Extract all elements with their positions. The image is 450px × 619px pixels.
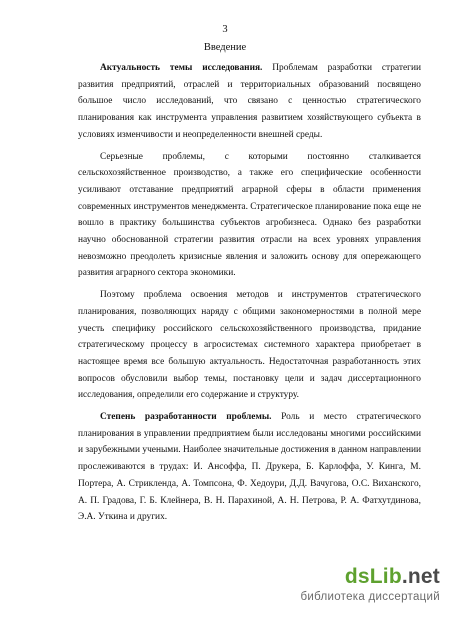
dslib-logo-part2: .net — [401, 565, 440, 588]
paragraph-text: Роль и место стратегического планирования в управлении предприятием были исследованы многими российскими и зарубежными учеными. Наиболее значительные достижения в данном направлении прослеживаются в трудах: И. Ансоффа, П. Друкера, Б. Карлоффа, У. Кинга, М. Портера, А. Стрикленда, А. Томпсона, Ф. Хедоури, Д.Д. Вачугова, О.С. Виханского, А. П. Градова, Г. Б. Клейнера, В. Н. Парахиной, А. Н. Петрова, Р. А. Фатхутдинова, Э.А. Уткина и других. — [78, 412, 421, 523]
paragraph-methods — [78, 287, 421, 404]
dslib-logo-part1: dsLib — [344, 565, 402, 588]
page-number: 3 — [222, 24, 228, 35]
paragraph-problems — [78, 149, 421, 283]
paragraph-text: Поэтому проблема освоения методов и инструментов стратегического планирования, позволяющих наряду с общими закономерностями в полной мере учесть специфику российского сельскохозяйственного производства, придание стратегическому процессу в агросистемах системного характера приобретает в настоящее время все большую актуальность. Недостаточная разработанность этих вопросов обусловили выбор темы, постановку цели и задач диссертационного исследования, определили его содержание и структуру. — [78, 290, 421, 401]
paragraph-bold-lead: Степень разработанности проблемы. — [100, 412, 272, 423]
body-text — [78, 60, 421, 531]
dslib-watermark — [290, 565, 440, 613]
paragraph-relevance — [78, 60, 421, 144]
paragraph-text: Проблемам разработки стратегии развития предприятий, отраслей и территориальных образований посвящено большое число исследований, что связано с ценностью стратегического планирования как инструмента управления развитием хозяйствующего субъекта в условиях изменчивости и неопределенности внешней среды. — [78, 63, 421, 140]
paragraph-bold-lead: Актуальность темы исследования. — [100, 63, 263, 73]
paragraph-development-degree — [78, 409, 421, 526]
dslib-tagline: библиотека диссертаций — [300, 591, 440, 603]
paragraph-text: Серьезные проблемы, с которыми постоянно сталкивается сельскохозяйственное производство, а также его специфические особенности усиливают отставание предприятий аграрной сферы в области применения современных инструментов менеджмента. Стратегическое планирование пока еще не вошло в практику большинства субъектов агробизнеса. Однако без разработки научно обоснованной стратегии развития отрасли на всех уровнях управления невозможно преодолеть кризисные явления и заложить основу для опережающего развития аграрного сектора экономики. — [78, 151, 421, 279]
dslib-logo — [290, 565, 440, 589]
section-heading: Введение — [203, 42, 247, 53]
